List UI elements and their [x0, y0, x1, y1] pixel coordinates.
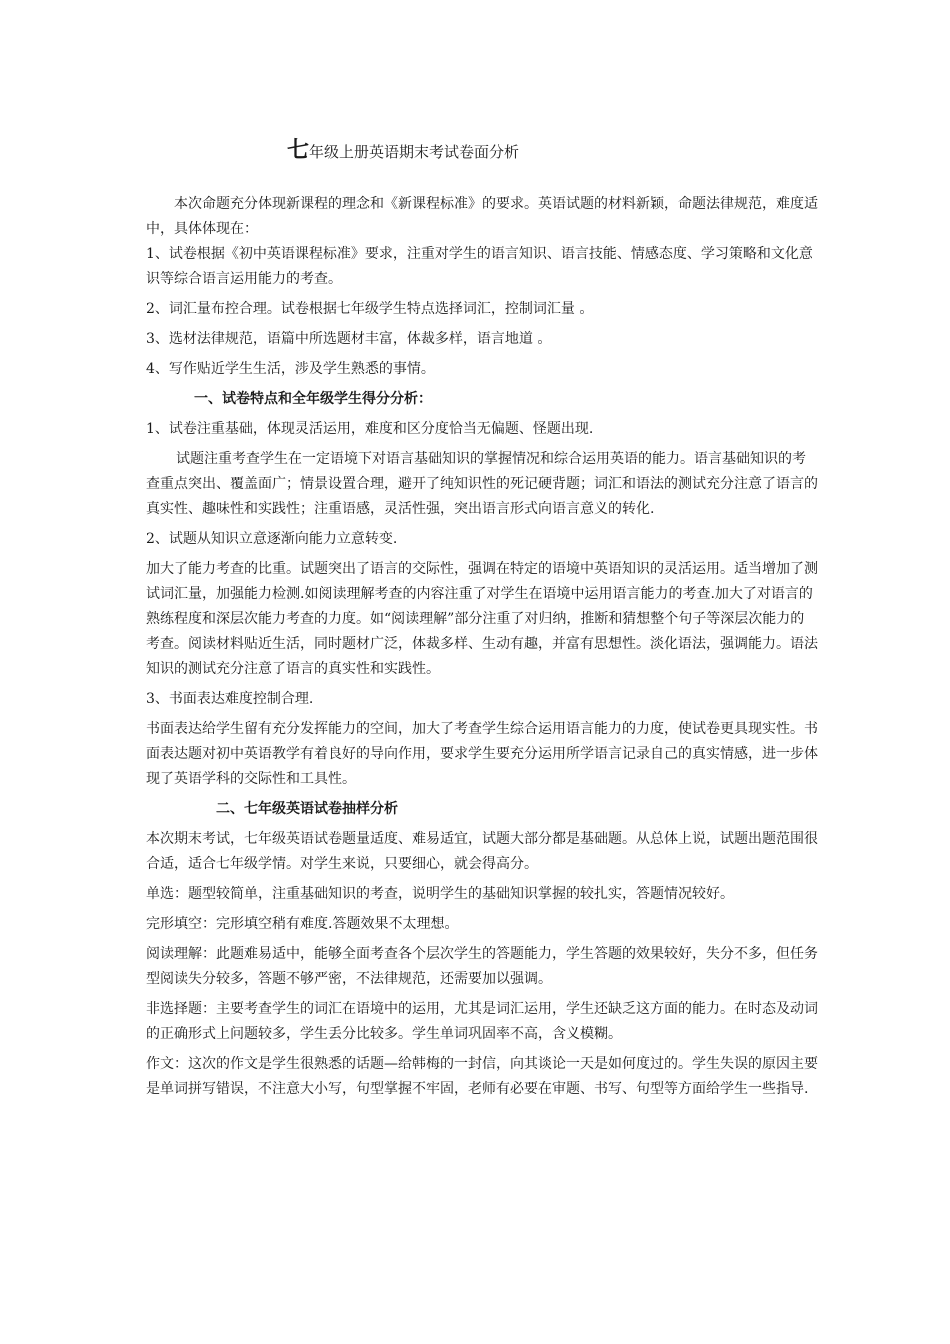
document-page: [146, 132, 818, 1102]
section-1-item-2-title: 2、试题从知识立意逐渐向能力立意转变.: [146, 531, 398, 547]
section-1-item-1-body: 试题注重考查学生在一定语境下对语言基础知识的掌握情况和综合运用英语的能力。语言基础知识的考查重点突出、覆盖面广；情景设置合理，避开了纯知识性的死记硬背题；词汇和语法的测试充分注意了语言的真实性、趣味性和实践性；注重语感，灵活性强，突出语言形式向语言意义的转化.: [146, 451, 818, 517]
non-choice-analysis: 非选择题：主要考查学生的词汇在语境中的运用，尤其是词汇运用，学生还缺乏这方面的能力。在时态及动词的正确形式上问题较多，学生丢分比较多。学生单词巩固率不高，含义模糊。: [146, 1001, 818, 1042]
point-4: 4、写作贴近学生生活，涉及学生熟悉的事情。: [146, 361, 435, 377]
single-choice-analysis: 单选：题型较简单，注重基础知识的考查，说明学生的基础知识掌握的较扎实，答题情况较好。: [146, 886, 734, 902]
section-1-item-3-body: 书面表达给学生留有充分发挥能力的空间，加大了考查学生综合运用语言能力的力度，使试卷更具现实性。书面表达题对初中英语教学有着良好的导向作用，要求学生要充分运用所学语言记录自己的真实情感，进一步体现了英语学科的交际性和工具性。: [146, 721, 818, 787]
title-text: 年级上册英语期末考试卷面分析: [309, 143, 520, 161]
composition-analysis: 作文：这次的作文是学生很熟悉的话题—给韩梅的一封信，向其谈论一天是如何度过的。学生失误的原因主要是单词拼写错误，不注意大小写，句型掌握不牢固，老师有必要在审题、书写、句型等方面给学生一些指导.: [146, 1056, 818, 1097]
point-1: 1、试卷根据《初中英语课程标准》要求，注重对学生的语言知识、语言技能、情感态度、学习策略和文化意识等综合语言运用能力的考查。: [146, 246, 813, 287]
document-title: [287, 132, 818, 170]
point-2: 2、词汇量布控合理。试卷根据七年级学生特点选择词汇，控制词汇量 。: [146, 301, 594, 317]
section-2-heading: 二、七年级英语试卷抽样分析: [216, 801, 398, 817]
point-3: 3、选材法律规范，语篇中所选题材丰富，体裁多样，语言地道 。: [146, 331, 552, 347]
cloze-analysis: 完形填空：完形填空稍有难度.答题效果不太理想。: [146, 916, 459, 932]
title-first-char: 七: [287, 137, 310, 163]
reading-analysis: 阅读理解：此题难易适中，能够全面考查各个层次学生的答题能力，学生答题的效果较好，失分不多，但任务型阅读失分较多，答题不够严密，不法律规范，还需要加以强调。: [146, 946, 818, 987]
section-1-item-1-title: 1、试卷注重基础，体现灵活运用，难度和区分度恰当无偏题、怪题出现.: [146, 421, 594, 437]
intro-paragraph: 本次命题充分体现新课程的理念和《新课程标准》的要求。英语试题的材料新颖，命题法律规范，难度适中，具体体现在：: [146, 196, 818, 237]
section-1-item-2-body: 加大了能力考查的比重。试题突出了语言的交际性，强调在特定的语境中英语知识的灵活运用。适当增加了测试词汇量，加强能力检测.如阅读理解考查的内容注重了对学生在语境中运用语言能力的考查.加大了对语言的熟练程度和深层次能力考查的力度。如“阅读理解”部分注重了对归纳，推断和猜想整个句子等深层次能力的考查。阅读材料贴近生活，同时题材广泛，体裁多样、生动有趣，并富有思想性。淡化语法，强调能力。语法知识的测试充分注意了语言的真实性和实践性。: [146, 561, 818, 677]
section-2-overview: 本次期末考试，七年级英语试卷题量适度、难易适宜，试题大部分都是基础题。从总体上说，试题出题范围很合适，适合七年级学情。对学生来说，只要细心，就会得高分。: [146, 831, 818, 872]
section-1-heading: 一、试卷特点和全年级学生得分分析：: [194, 391, 432, 407]
section-1-item-3-title: 3、书面表达难度控制合理.: [146, 691, 314, 707]
